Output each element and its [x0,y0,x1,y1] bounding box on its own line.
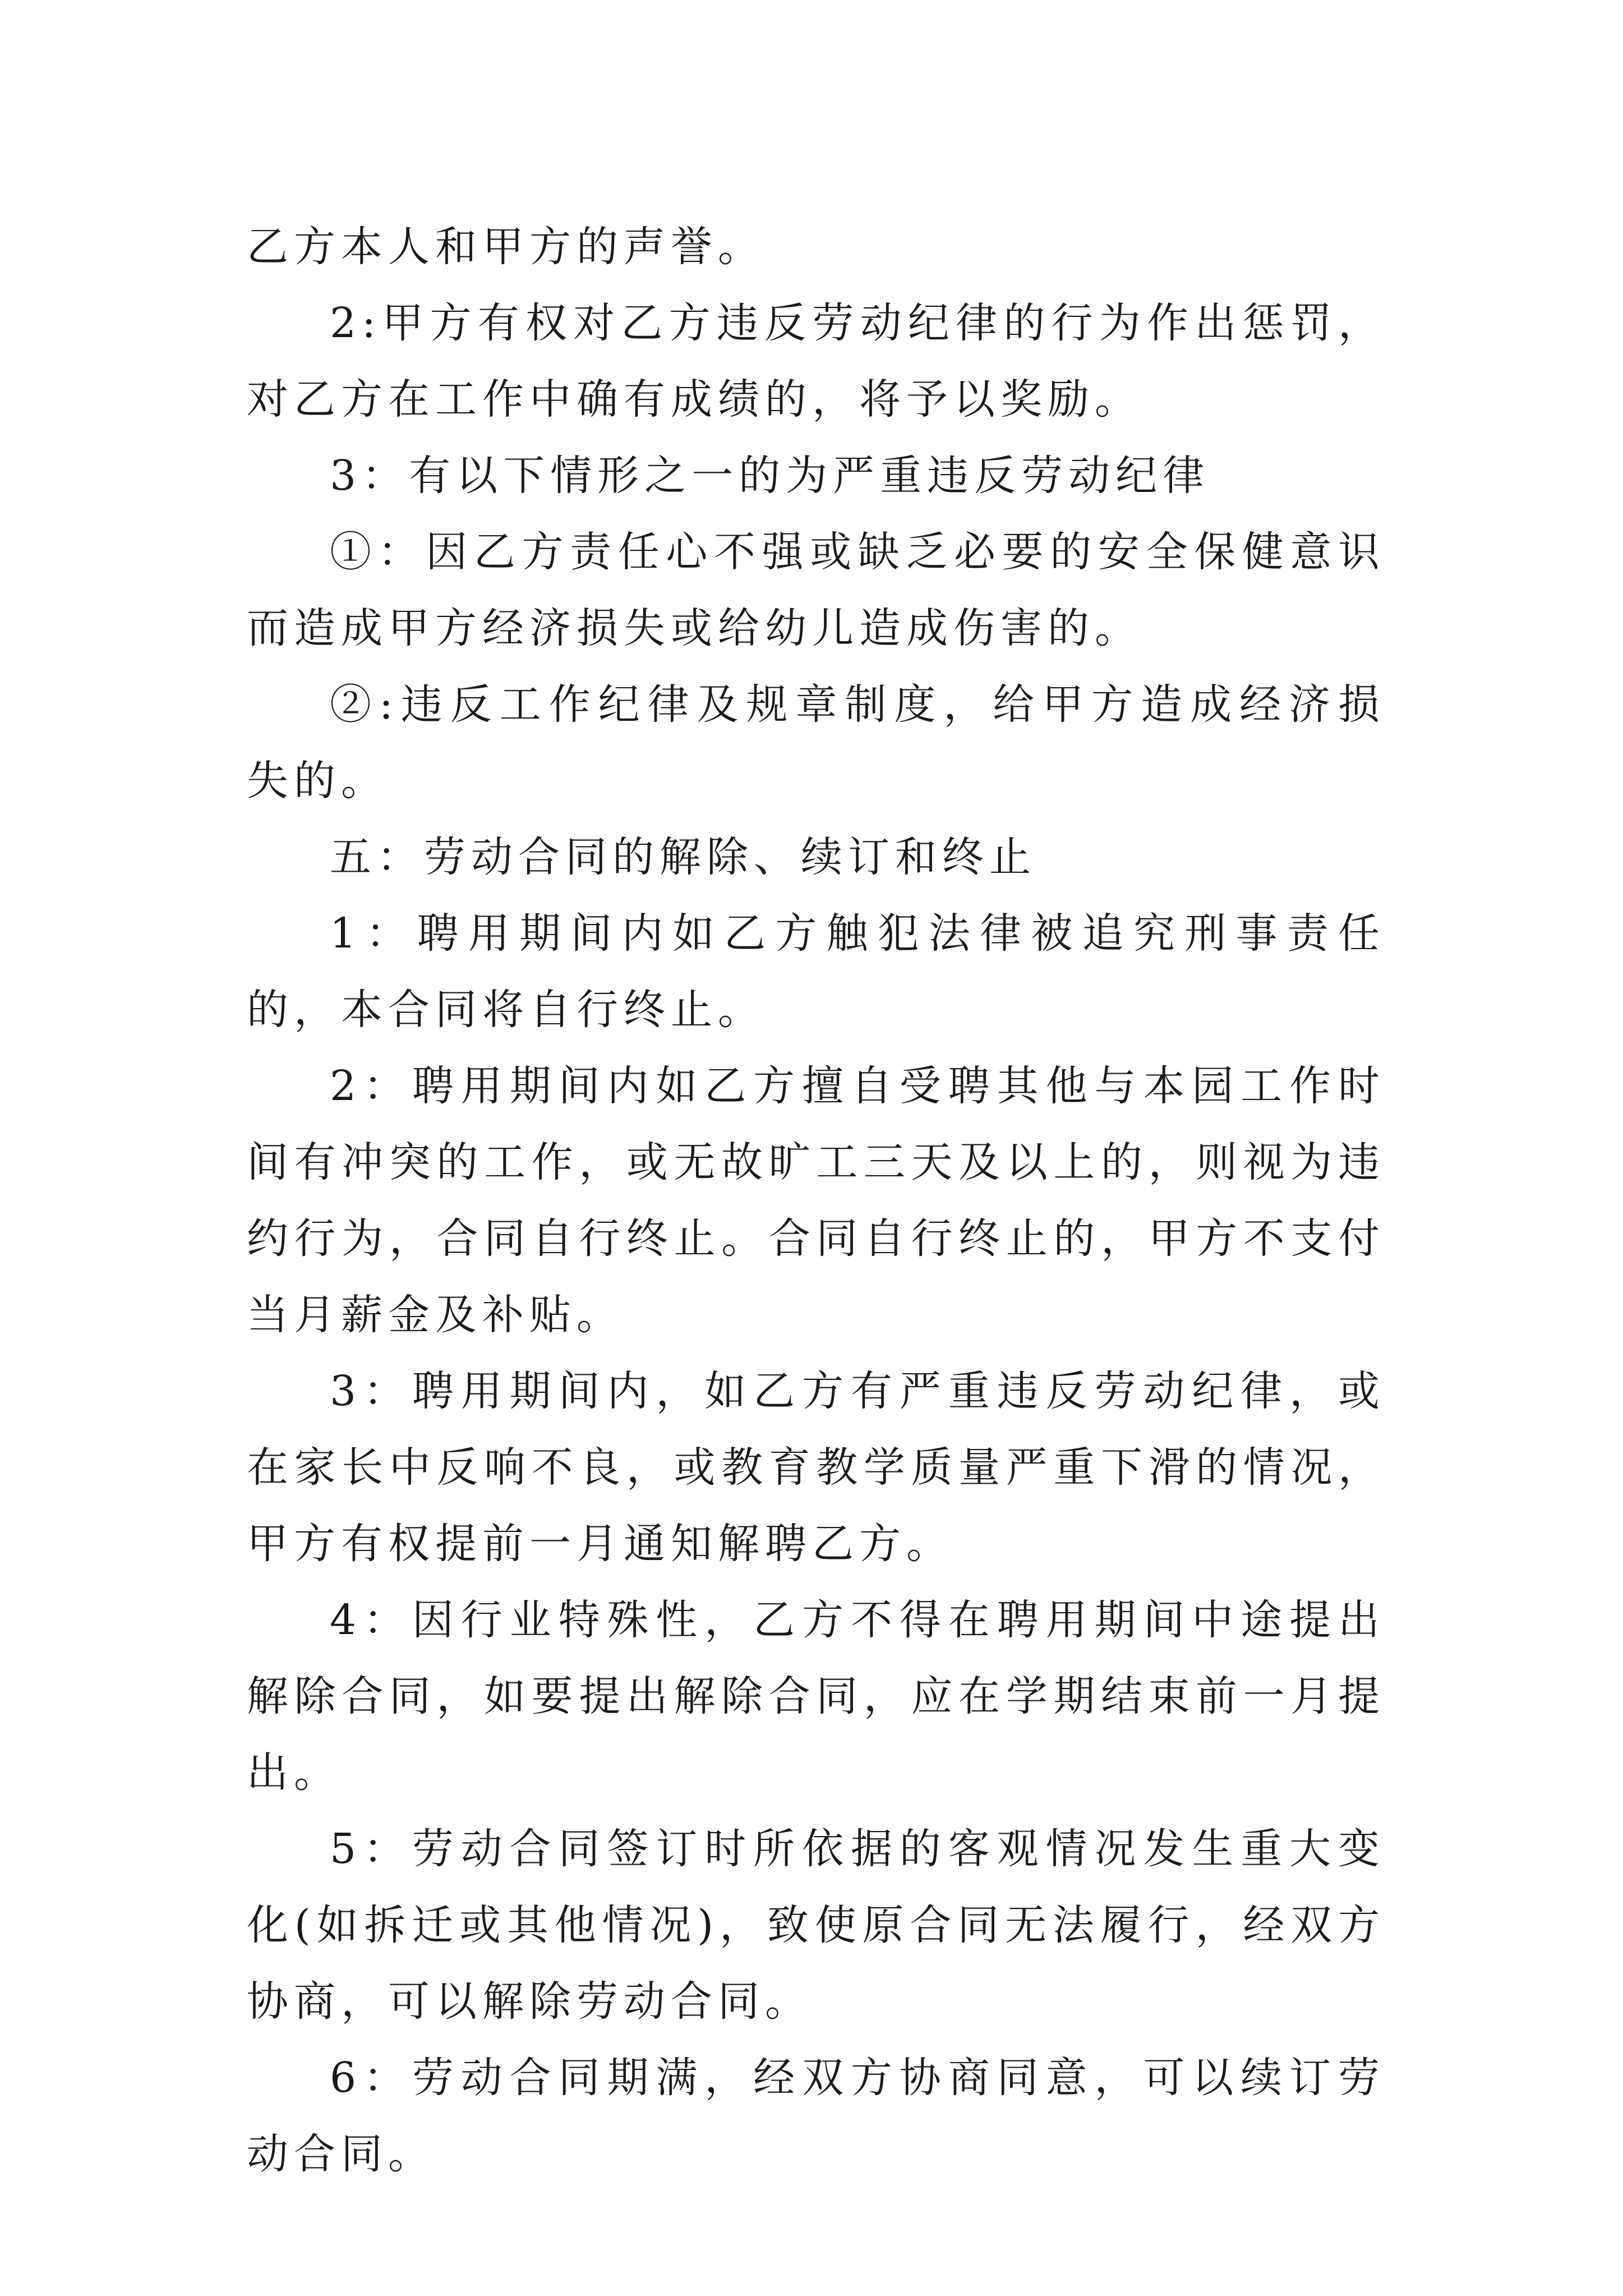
paragraph: 5：劳动合同签订时所依据的客观情况发生重大变化(如拆迁或其他情况)，致使原合同无法履行，经双方协商，可以解除劳动合同。 [247,1825,1385,2026]
paragraph: 2:甲方有权对乙方违反劳动纪律的行为作出惩罚，对乙方在工作中确有成绩的，将予以奖励。 [247,299,1385,424]
paragraph: ②:违反工作纪律及规章制度，给甲方造成经济损失的。 [247,680,1385,805]
paragraph: 乙方本人和甲方的声誉。 [247,223,765,271]
paragraph: 3：聘用期间内，如乙方有严重违反劳动纪律，或在家长中反响不良，或教育教学质量严重下滑的情况，甲方有权提前一月通知解聘乙方。 [247,1367,1385,1568]
document-body [247,209,1385,2192]
paragraph: 6：劳动合同期满，经双方协商同意，可以续订劳动合同。 [247,2054,1385,2178]
paragraph: 4：因行业特殊性，乙方不得在聘用期间中途提出解除合同，如要提出解除合同，应在学期结束前一月提出。 [247,1596,1385,1797]
paragraph: 3：有以下情形之一的为严重违反劳动纪律 [330,452,1210,500]
paragraph: 2：聘用期间内如乙方擅自受聘其他与本园工作时间有冲突的工作，或无故旷工三天及以上的，则视为违约行为，合同自行终止。合同自行终止的，甲方不支付当月薪金及补贴。 [247,1062,1385,1339]
paragraph: ①：因乙方责任心不强或缺乏必要的安全保健意识而造成甲方经济损失或给幼儿造成伤害的。 [247,528,1385,652]
section-heading: 五：劳动合同的解除、续订和终止 [330,833,1036,881]
paragraph: 1：聘用期间内如乙方触犯法律被追究刑事责任的，本合同将自行终止。 [247,909,1385,1034]
